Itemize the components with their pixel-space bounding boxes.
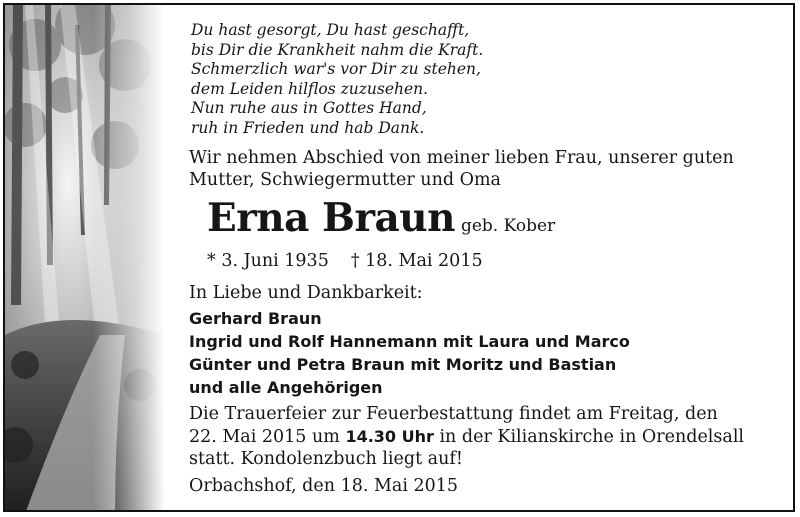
maiden-name: geb. Kober	[460, 216, 556, 236]
poem-line: dem Leiden hilflos zuzusehen.	[191, 79, 429, 98]
poem-line: bis Dir die Krankheit nahm die Kraft.	[191, 40, 484, 59]
mourner: Günter und Petra Braun mit Moritz und Bastian	[189, 355, 617, 374]
forest-path-photo	[5, 5, 165, 512]
intro-text	[189, 147, 734, 191]
place-and-date: Orbachshof, den 18. Mai 2015	[189, 476, 459, 496]
service-location-text: in der Kilianskirche in Orendelsall	[433, 426, 745, 447]
obituary-notice	[3, 3, 795, 512]
service-line: Die Trauerfeier zur Feuerbestattung findet am Freitag, den	[189, 404, 718, 424]
thanks-line: In Liebe und Dankbarkeit:	[189, 283, 423, 303]
mourner: Ingrid und Rolf Hannemann mit Laura und Marco	[189, 332, 630, 351]
deceased-name: Erna Braun	[207, 195, 455, 241]
intro-line: Wir nehmen Abschied von meiner lieben Frau, unserer guten	[189, 148, 734, 168]
poem-line: ruh in Frieden und hab Dank.	[191, 118, 425, 137]
intro-line: Mutter, Schwiegermutter und Oma	[189, 170, 501, 190]
birth-date: * 3. Juni 1935	[207, 251, 329, 271]
service-date-text: 22. Mai 2015 um	[189, 426, 346, 447]
death-date: † 18. Mai 2015	[350, 251, 483, 271]
service-time: 14.30 Uhr	[345, 426, 434, 446]
deceased-name-row	[207, 195, 555, 241]
service-line	[189, 426, 744, 449]
service-line: statt. Kondolenzbuch liegt auf!	[189, 449, 463, 469]
poem	[191, 21, 483, 138]
mourner: und alle Angehörigen	[189, 378, 383, 397]
poem-line: Nun ruhe aus in Gottes Hand,	[191, 99, 427, 117]
mourner: Gerhard Braun	[189, 309, 322, 328]
funeral-service-info	[189, 403, 744, 471]
poem-line: Du hast gesorgt, Du hast geschafft,	[191, 21, 470, 39]
poem-line: Schmerzlich war's vor Dir zu stehen,	[191, 60, 481, 78]
mourners-list	[189, 307, 630, 399]
life-dates	[207, 251, 483, 271]
